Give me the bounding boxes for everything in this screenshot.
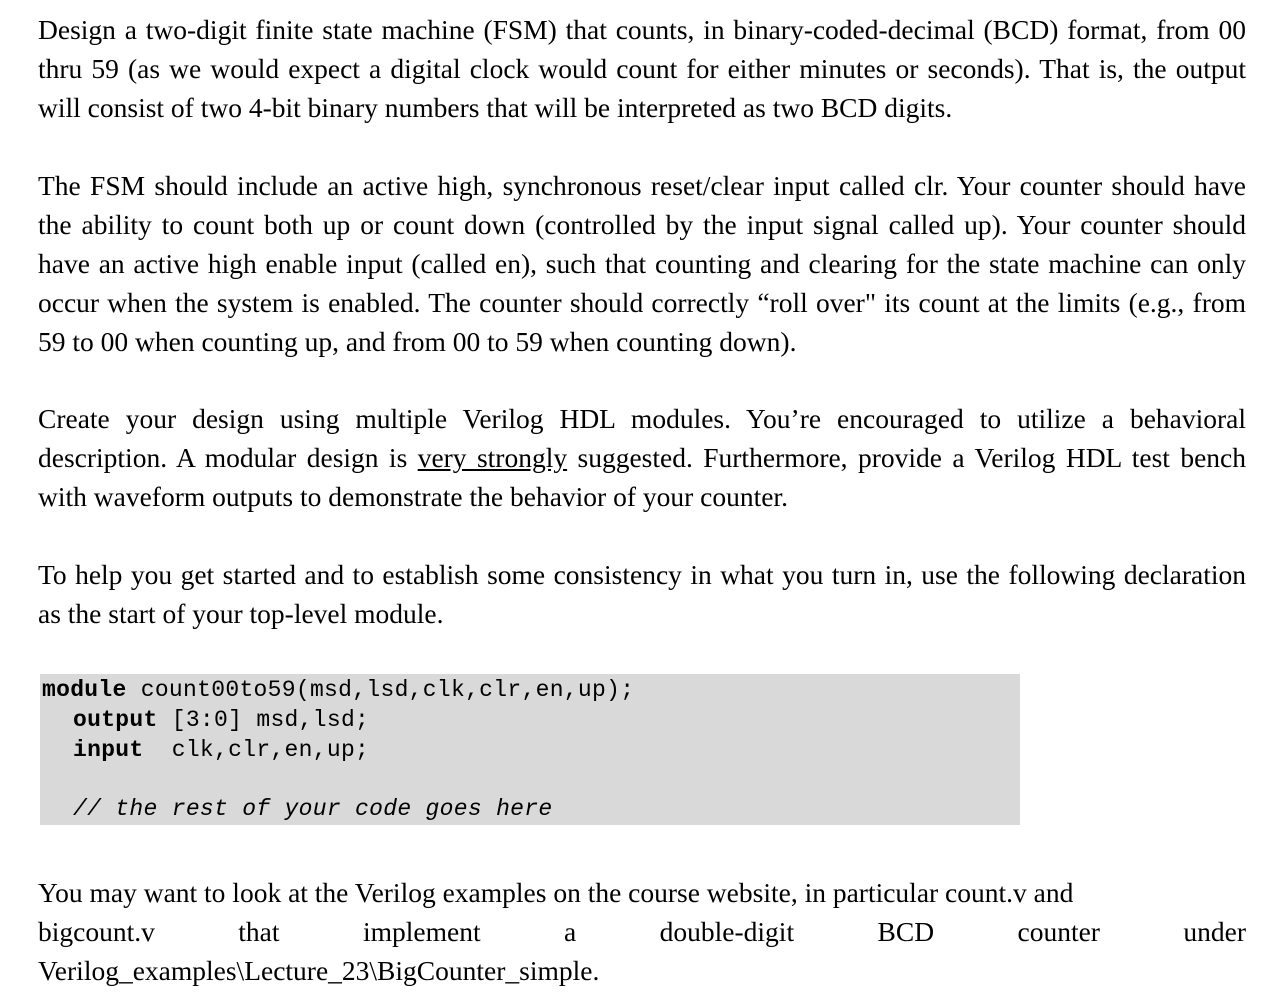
paragraph-examples-reference: [38, 873, 1246, 990]
code-line-output: [73, 707, 369, 733]
paragraph-examples-line-2: [38, 912, 1246, 951]
paragraph-design-text-start: Create your design using multiple Verilog HDL modules. You’re encouraged to utilize a behavioral description. A modular design is: [38, 403, 1246, 473]
paragraph-fsm-overview: Design a two-digit finite state machine (FSM) that counts, in binary-coded-decimal (BCD) format, from 00 thru 59 (as we would expect a digital clock would count for either minutes or seconds). That is, the output will consist of two 4-bit binary numbers that will be interpreted as two BCD digits.: [38, 14, 1246, 123]
code-keyword-module: module: [42, 677, 127, 703]
code-line-input: [73, 737, 369, 763]
paragraph-design-instructions: [38, 399, 1246, 516]
code-keyword-input: input: [73, 737, 144, 763]
code-line-module: [42, 677, 634, 703]
paragraph-fsm-requirements: The FSM should include an active high, synchronous reset/clear input called clr. Your counter should have the ability to count both up or count down (controlled by the input signal called up). Your counter should have an active high enable input (called en), such that counting and clearing for the state machine can only occur when the system is enabled. The counter should correctly “roll over" its count at the limits (e.g., from 59 to 00 when counting up, and from 00 to 59 when counting down).: [38, 170, 1246, 357]
emphasis-very-strongly: very strongly: [417, 442, 568, 473]
paragraph-examples-line-1: [38, 873, 1246, 912]
examples-line-1-text: You may want to look at the Verilog examples on the course website, in particular count.v and: [38, 877, 1074, 908]
examples-word: implement: [362, 916, 481, 947]
code-output-decl: [3:0] msd,lsd;: [157, 707, 370, 733]
code-module-signature: count00to59(msd,lsd,clk,clr,en,up);: [126, 677, 635, 703]
code-block: [40, 674, 1020, 825]
code-input-decl: clk,clr,en,up;: [143, 737, 370, 763]
examples-word: double-digit: [659, 916, 795, 947]
paragraph-getting-started: To help you get started and to establish some consistency in what you turn in, use the following declaration as the start of your top-level module.: [38, 559, 1246, 629]
examples-word: BCD: [877, 916, 935, 947]
code-keyword-output: output: [73, 707, 158, 733]
examples-path: Verilog_examples\Lecture_23\BigCounter_simple.: [38, 955, 600, 986]
paragraph-design-text-end: suggested. Furthermore, provide a Verilog HDL test bench with waveform outputs to demonstrate the behavior of your counter.: [38, 442, 1246, 512]
examples-word: a: [564, 916, 577, 947]
examples-word: that: [238, 916, 280, 947]
examples-word: under: [1183, 916, 1246, 947]
code-comment: // the rest of your code goes here: [73, 796, 553, 822]
examples-word: bigcount.v: [38, 916, 155, 947]
examples-word: counter: [1017, 916, 1100, 947]
